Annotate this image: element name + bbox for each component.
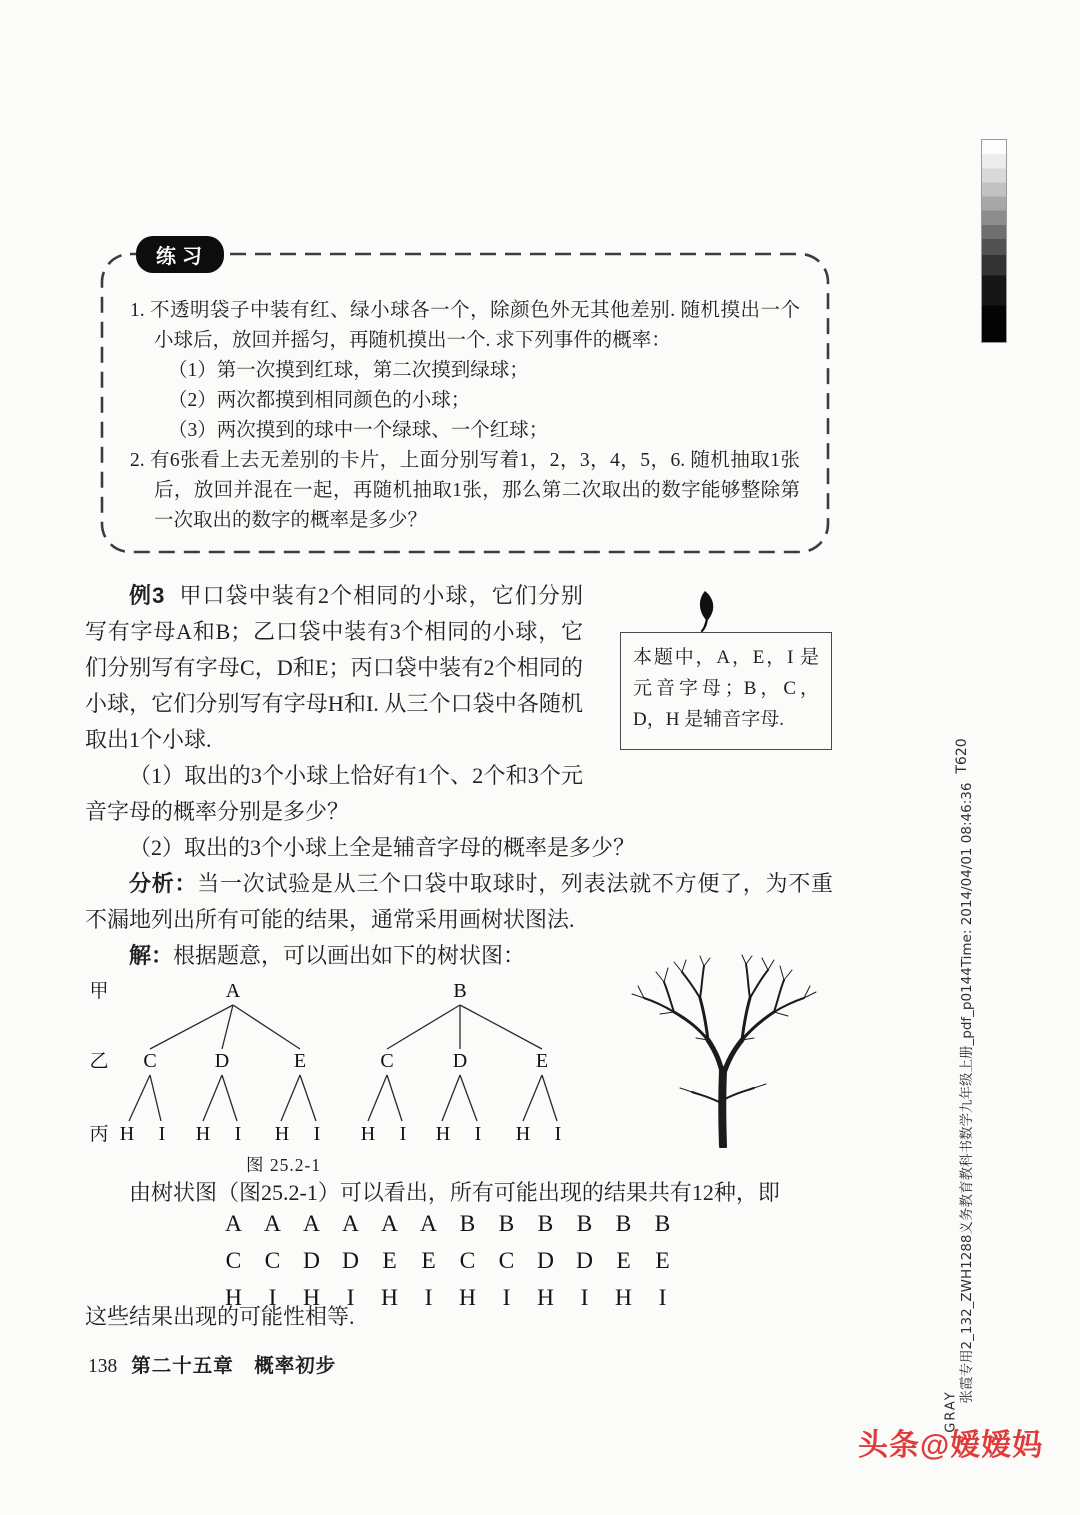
result-letter: A xyxy=(420,1211,437,1237)
practice-section-label: 练习 xyxy=(136,236,224,273)
chapter-title: 第二十五章 概率初步 xyxy=(131,1355,337,1377)
example-body-text: 甲口袋中装有2个相同的小球，它们分别写有字母A和B；乙口袋中装有3个相同的小球，它们分别写有字母C，D和E；丙口袋中装有2个相同的小球，它们分别写有字母H和I. 从三个口袋中各随机取出1个小球. xyxy=(85,583,583,752)
leaf-icon xyxy=(690,590,720,632)
tree-node-letter: E xyxy=(535,1050,549,1072)
result-letter: C xyxy=(264,1248,281,1274)
tree-diagram xyxy=(85,975,577,1150)
solution-text: 根据题意，可以画出如下的树状图： xyxy=(173,943,526,968)
result-letter: A xyxy=(381,1211,398,1237)
result-letter: A xyxy=(303,1211,320,1237)
toutiao-watermark: 头条@嫒嫒妈 xyxy=(858,1429,1044,1462)
result-letter: E xyxy=(655,1248,670,1274)
tree-node-letter: H xyxy=(515,1123,531,1145)
page-number: 138 xyxy=(88,1356,118,1377)
practice-item-1-sub-3: （3）两次摸到的球中一个绿球、一个红球； xyxy=(168,420,549,441)
result-letter: C xyxy=(498,1248,515,1274)
result-letter: D xyxy=(576,1248,593,1274)
result-letter: I xyxy=(424,1285,433,1311)
tree-node-letter: I xyxy=(158,1123,166,1145)
result-letter: B xyxy=(576,1211,593,1237)
result-letter: H xyxy=(615,1285,632,1311)
result-letter: B xyxy=(615,1211,632,1237)
result-letter: H xyxy=(381,1285,398,1311)
result-outro-text: 这些结果出现的可能性相等. xyxy=(85,1304,355,1329)
tree-node-letter: C xyxy=(380,1050,394,1072)
analysis-label: 分析： xyxy=(129,871,198,896)
tree-node-letter: B xyxy=(453,980,467,1002)
example-analysis-paragraph xyxy=(85,866,833,938)
tree-node-letters xyxy=(120,980,562,1145)
practice-item-1-sub-1: （1）第一次摸到红球，第二次摸到绿球； xyxy=(168,360,529,381)
tree-illustration xyxy=(612,952,834,1148)
scan-metadata-vertical: 张霞专用2_132_ZWH1288义务教育教科书数学九年级上册_pdf_p0144Time: 2014/04/01 08:46:36 xyxy=(959,782,975,1404)
tree-node-letter: H xyxy=(274,1123,290,1145)
result-letter: E xyxy=(421,1248,436,1274)
result-letter: B xyxy=(459,1211,476,1237)
result-letter: I xyxy=(580,1285,589,1311)
result-letter: D xyxy=(303,1248,320,1274)
result-letter: I xyxy=(658,1285,667,1311)
practice-item-2: 2. 有6张看上去无差别的卡片，上面分别写着1，2，3，4，5，6. 随机抽取1张后，放回并混在一起，再随机抽取1张，那么第二次取出的数字能够整除第一次取出的数字的概率是多少？ xyxy=(130,450,800,531)
result-letter: H xyxy=(459,1285,476,1311)
result-letter: I xyxy=(346,1285,355,1311)
result-letter: I xyxy=(502,1285,511,1311)
analysis-text: 当一次试验是从三个口袋中取球时，列表法就不方便了，为不重不漏地列出所有可能的结果，通常采用画树状图法. xyxy=(85,871,833,932)
scan-gray-label: GRAY xyxy=(943,1390,959,1433)
practice-content xyxy=(130,296,800,536)
tree-node-letter: I xyxy=(474,1123,482,1145)
tree-node-letter: E xyxy=(293,1050,307,1072)
result-intro-text: 由树状图（图25.2-1）可以看出，所有可能出现的结果共有12种，即 xyxy=(129,1180,780,1205)
tree-node-letter: D xyxy=(452,1050,468,1072)
result-letter: H xyxy=(303,1285,320,1311)
result-letter: H xyxy=(225,1285,242,1311)
result-letter: A xyxy=(264,1211,281,1237)
result-letter: A xyxy=(342,1211,359,1237)
margin-note-box xyxy=(620,632,832,750)
result-letter: B xyxy=(654,1211,671,1237)
tree-node-letter: H xyxy=(360,1123,376,1145)
tree-row-label-yi: 乙 xyxy=(89,1051,109,1072)
example-question-2: （2）取出的3个小球上全是辅音字母的概率是多少？ xyxy=(129,835,636,860)
practice-section xyxy=(100,246,830,554)
tree-node-letter: H xyxy=(195,1123,211,1145)
solution-label: 解： xyxy=(129,943,174,968)
tree-node-letter: D xyxy=(214,1050,230,1072)
tree-row-labels xyxy=(89,981,108,1145)
result-letter: C xyxy=(459,1248,476,1274)
tree-node-letter: H xyxy=(119,1123,135,1145)
result-letter: I xyxy=(268,1285,277,1311)
result-letter: C xyxy=(225,1248,242,1274)
scan-code-vertical: T620 xyxy=(954,738,970,774)
page-footer xyxy=(88,1350,336,1378)
tree-branch-lines xyxy=(129,1005,557,1121)
tree-node-letter: I xyxy=(399,1123,407,1145)
tree-row-label-jia: 甲 xyxy=(89,981,109,1002)
result-letter: D xyxy=(342,1248,359,1274)
example-question-1: （1）取出的3个小球上恰好有1个、2个和3个元音字母的概率分别是多少？ xyxy=(85,763,583,824)
result-letter: E xyxy=(382,1248,397,1274)
tree-node-letter: I xyxy=(313,1123,321,1145)
result-row-1 xyxy=(214,1206,682,1243)
tree-node-letter: I xyxy=(554,1123,562,1145)
result-letter: H xyxy=(537,1285,554,1311)
result-letter: D xyxy=(537,1248,554,1274)
practice-item-1-sub-2: （2）两次都摸到相同颜色的小球； xyxy=(168,390,471,411)
tree-row-label-bing: 丙 xyxy=(89,1124,109,1145)
tree-node-letter: A xyxy=(225,980,241,1002)
result-letter: E xyxy=(616,1248,631,1274)
margin-note-text: 本题中，A，E，I 是元音字母；B，C，D，H 是辅音字母. xyxy=(633,647,819,730)
result-row-2 xyxy=(214,1243,682,1280)
scan-calibration-bar xyxy=(981,139,1007,343)
result-letter: A xyxy=(225,1211,242,1237)
result-letter: B xyxy=(498,1211,515,1237)
tree-node-letter: I xyxy=(234,1123,242,1145)
tree-node-letter: H xyxy=(435,1123,451,1145)
example-title: 例3 xyxy=(129,583,165,608)
figure-caption: 图 25.2-1 xyxy=(246,1155,322,1175)
practice-item-1: 1. 不透明袋子中装有红、绿小球各一个，除颜色外无其他差别. 随机摸出一个小球后，放回并摇匀，再随机摸出一个. 求下列事件的概率： xyxy=(130,300,800,351)
result-letter: B xyxy=(537,1211,554,1237)
tree-node-letter: C xyxy=(143,1050,157,1072)
